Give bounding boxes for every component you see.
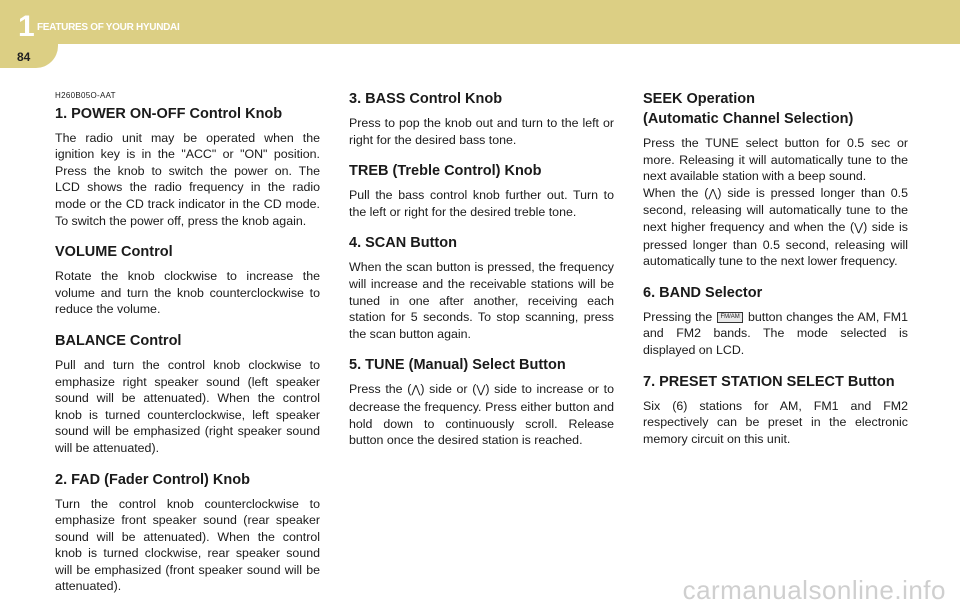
band-text-part: Pressing the: [643, 309, 717, 324]
middle-column: [349, 90, 614, 449]
treble-text: Pull the bass control knob further out. Turn to the left or right for the desired treble tone.: [349, 188, 614, 219]
scan-title: 4. SCAN Button: [349, 235, 457, 252]
preset-text: Six (6) stations for AM, FM1 and FM2 respectively can be preset in the electronic memory circuit on this unit.: [643, 398, 908, 446]
bass-text: Press to pop the knob out and turn to the left or right for the desired bass tone.: [349, 116, 614, 147]
tune-text-part: Press the (: [349, 382, 412, 397]
up-arrow-icon: ⋀: [708, 187, 718, 200]
fm-am-button-icon: FM/AM: [717, 312, 743, 323]
band-title: 6. BAND Selector: [643, 284, 763, 301]
right-column: [643, 90, 908, 447]
bass-title: 3. BASS Control Knob: [349, 91, 503, 107]
volume-text: Rotate the knob clockwise to increase the volume and turn the knob counterclockwise to reduce the volume.: [55, 269, 320, 317]
treble-title: TREB (Treble Control) Knob: [349, 163, 542, 180]
down-arrow-icon: ⋁: [476, 384, 486, 397]
preset-title: 7. PRESET STATION SELECT Button: [643, 373, 895, 390]
seek-text-part: When the (: [643, 185, 709, 200]
volume-title: VOLUME Control: [55, 244, 173, 261]
band-text: [643, 309, 908, 359]
tune-text-part: ) side or (: [420, 382, 477, 397]
seek-subtitle: (Automatic Channel Selection): [643, 111, 854, 127]
power-knob-text: The radio unit may be operated when the ignition key is in the "ACC" or "ON" position. Press the knob to switch the power on. The LCD shows the radio frequency in the radio mode or the CD track indicator in the CD mode. To switch the power off, press the knob again.: [55, 130, 320, 228]
seek-text: Press the TUNE select button for 0.5 sec or more. Releasing it will automatically tune to the next available station with a beep sound.: [643, 136, 908, 184]
section-code: H260B05O-AAT: [55, 91, 116, 100]
seek-text-part: ) side is pressed longer than 0.5 second, releasing will automatically tune to the next lower frequency.: [643, 219, 908, 269]
seek-title: SEEK Operation: [643, 91, 755, 107]
seek-text-2: [643, 185, 908, 270]
tune-text-part: ) side to increase or to decrease the frequency. Press either button and hold down to continuously scroll. Release button once the desired station is reached.: [349, 382, 614, 448]
power-knob-title: 1. POWER ON-OFF Control Knob: [55, 105, 283, 122]
left-column: [55, 88, 320, 595]
up-arrow-icon: ⋀: [411, 384, 421, 397]
scan-text: When the scan button is pressed, the frequency will increase and the receivable stations will be tuned in one after another, receiving each station for 5 seconds. To stop scanning, press the scan button again.: [349, 260, 614, 341]
down-arrow-icon: ⋁: [854, 221, 864, 234]
chapter-number: 1: [18, 10, 35, 43]
fader-title: 2. FAD (Fader Control) Knob: [55, 471, 250, 488]
chapter-title: FEATURES OF YOUR HYUNDAI: [37, 22, 180, 33]
seek-text-part: ) side is pressed longer than 0.5 second, releasing will automatically tune to the next higher frequency and when the (: [643, 185, 909, 234]
band-text-part: button changes the AM, FM1 and FM2 bands. The mode selected is displayed on LCD.: [643, 309, 908, 357]
balance-text: Pull and turn the control knob clockwise to emphasize right speaker sound (left speaker sound will be attenuated). When the control knob is turned counterclockwise, left speaker sound will be emphasized (right speaker sound will be attenuated).: [55, 357, 320, 455]
tune-title: 5. TUNE (Manual) Select Button: [349, 357, 566, 374]
page-number: 84: [17, 50, 31, 64]
balance-title: BALANCE Control: [55, 332, 182, 349]
tune-text: [349, 381, 614, 448]
watermark: carmanualsonline.info: [682, 575, 946, 605]
fader-text: Turn the control knob counterclockwise to emphasize front speaker sound (rear speaker sound will be attenuated). When the control knob is turned clockwise, rear speaker sound will be emphasized (front speaker sound will be attenuated).: [55, 496, 320, 594]
